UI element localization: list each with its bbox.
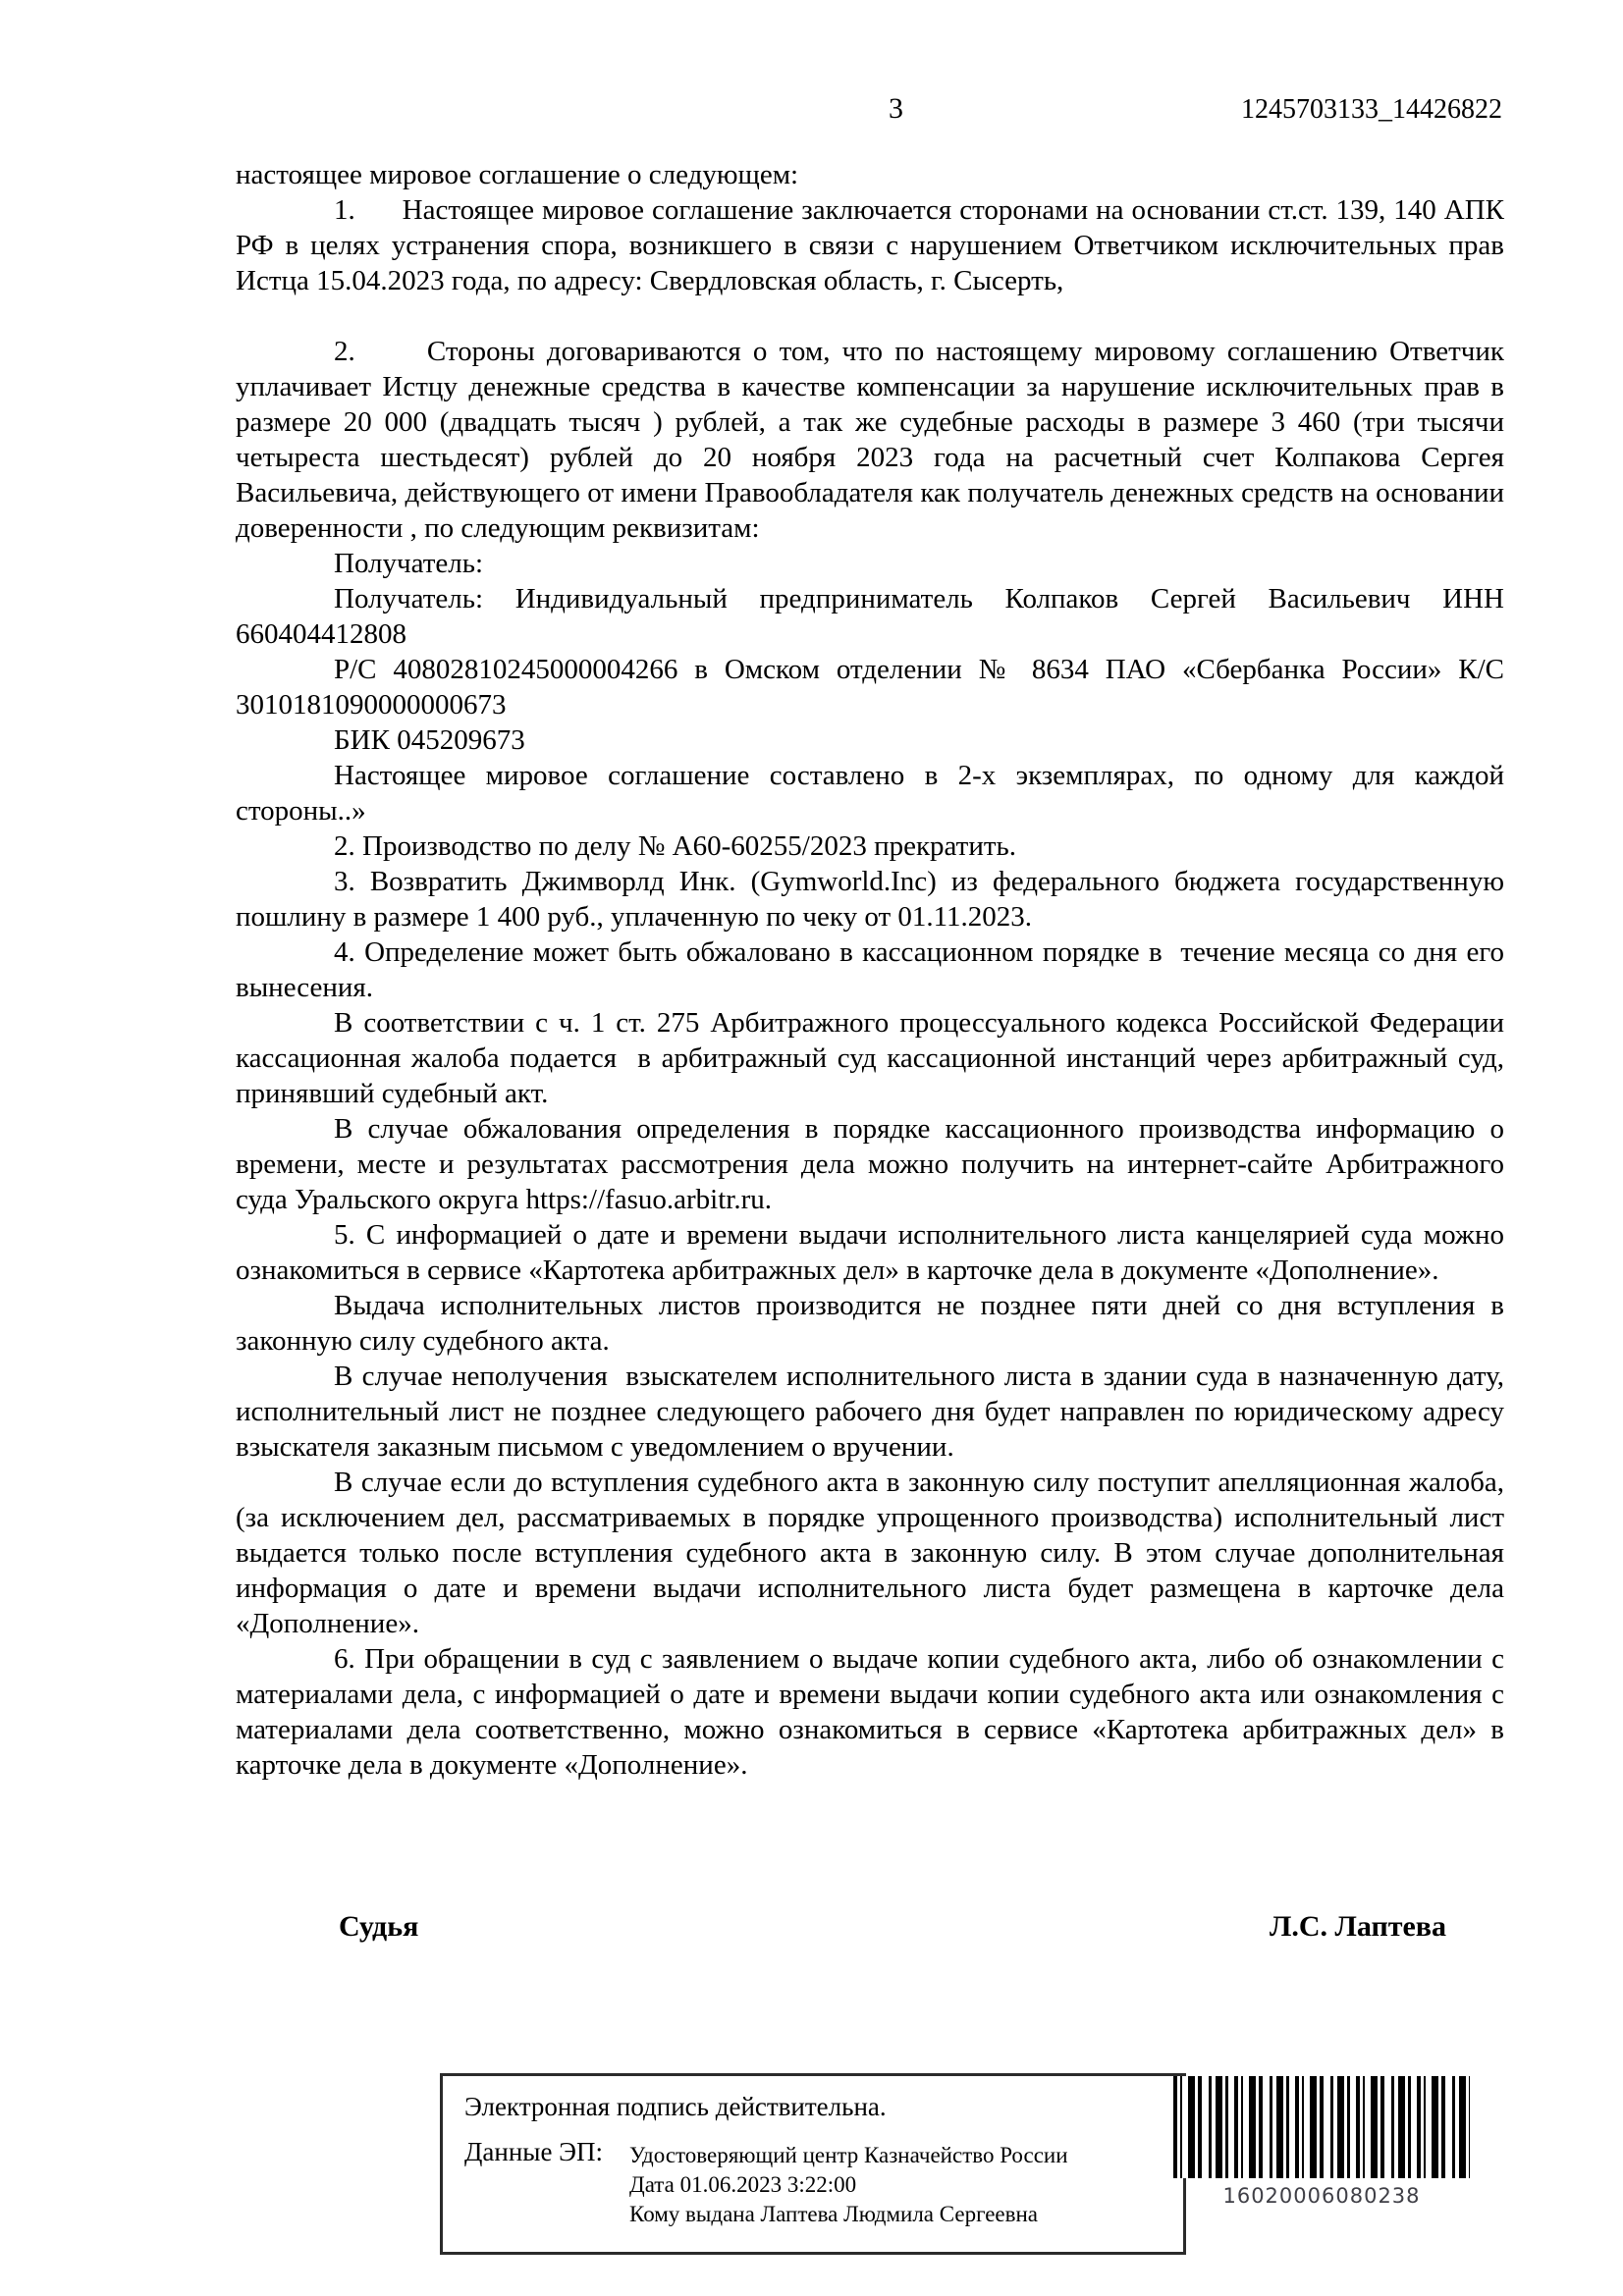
paragraph: Получатель: Индивидуальный предприниматель Колпаков Сергей Васильевич ИНН 660404412808	[236, 583, 1504, 650]
paragraph: Выдача исполнительных листов производится не позднее пяти дней со дня вступления в законную силу судебного акта.	[236, 1290, 1504, 1357]
document-id: 1245703133_14426822	[1241, 94, 1502, 125]
paragraph: БИК 045209673	[334, 724, 525, 756]
barcode-bars-image	[1173, 2076, 1470, 2178]
paragraph: Настоящее мировое соглашение составлено в 2-х экземплярах, по одному для каждой стороны..»	[236, 760, 1504, 827]
paragraph: Получатель:	[334, 548, 484, 579]
paragraph: 4. Определение может быть обжаловано в кассационном порядке в течение месяца со дня его вынесения.	[236, 936, 1504, 1003]
judge-label: Судья	[339, 1910, 419, 1943]
paragraph: В случае неполучения взыскателем исполнительного листа в здании суда в назначенную дату, исполнительный лист не позднее следующего рабочего дня будет направлен по юридическому адресу взыскателя заказным письмом с уведомлением о вручении.	[236, 1361, 1504, 1463]
paragraph: 5. С информацией о дате и времени выдачи исполнительного листа канцелярией суда можно ознакомиться в сервисе «Картотека арбитражных дел» в карточке дела в документе «Дополнение».	[236, 1219, 1504, 1286]
paragraph: В соответствии с ч. 1 ст. 275 Арбитражного процессуального кодекса Российской Федерации кассационная жалоба подается в арбитражный суд кассационной инстанций через арбитражный суд, принявший судебный акт.	[236, 1007, 1504, 1109]
electronic-signature-stamp	[440, 2073, 1186, 2255]
barcode	[1173, 2076, 1470, 2208]
paragraph: Р/С 40802810245000004266 в Омском отделении № 8634 ПАО «Сбербанка России» К/С 3010181090000000673	[236, 654, 1504, 721]
paragraph: 3. Возвратить Джимворлд Инк. (Gymworld.Inc) из федерального бюджета государственную пошлину в размере 1 400 руб., уплаченную по чеку от 01.11.2023.	[236, 866, 1504, 933]
page-number: 3	[889, 92, 903, 125]
paragraph: 2. Стороны договариваются о том, что по настоящему мировому соглашению Ответчик уплачивает Истцу денежные средства в качестве компенсации за нарушение исключительных прав в размере 20 000 (двадцать тысяч ) рублей, а так же судебные расходы в размере 3 460 (три тысячи четыреста шестьдесят) рублей до 20 ноября 2023 года на расчетный счет Колпакова Сергея Васильевича, действующего от имени Правообладателя как получатель денежных средств на основании доверенности , по следующим реквизитам:	[236, 336, 1504, 544]
signature-issued-to: Кому выдана Лаптева Людмила Сергеевна	[629, 2202, 1039, 2226]
paragraph: 6. При обращении в суд с заявлением о выдаче копии судебного акта, либо об ознакомлении с материалами дела, с информацией о дате и времени выдачи копии судебного акта или ознакомления с материалами дела соответственно, можно ознакомиться в сервисе «Картотека арбитражных дел» в карточке дела в документе «Дополнение».	[236, 1643, 1504, 1781]
signature-valid-text: Электронная подпись действительна.	[464, 2092, 887, 2121]
paragraph: В случае если до вступления судебного акта в законную силу поступит апелляционная жалоба, (за исключением дел, рассматриваемых в порядке упрощенного производства) исполнительный лист выдается только после вступления судебного акта в законную силу. В этом случае дополнительная информация о дате и времени выдачи исполнительного листа будет размещена в карточке дела «Дополнение».	[236, 1467, 1504, 1639]
signature-date: Дата 01.06.2023 3:22:00	[629, 2172, 857, 2197]
signature-data-values	[629, 2141, 1068, 2229]
paragraph: настоящее мировое соглашение о следующем:	[236, 159, 799, 190]
signature-data-label: Данные ЭП:	[464, 2137, 603, 2166]
paragraph: В случае обжалования определения в порядке кассационного производства информацию о времени, месте и результатах рассмотрения дела можно получить на интернет-сайте Арбитражного суда Уральского округа https://fasuo.arbitr.ru.	[236, 1113, 1504, 1215]
barcode-number: 16020006080238	[1222, 2184, 1421, 2208]
judge-name: Л.С. Лаптева	[1269, 1910, 1446, 1943]
paragraph: 1. Настоящее мировое соглашение заключается сторонами на основании ст.ст. 139, 140 АПК РФ в целях устранения спора, возникшего в связи с нарушением Ответчиком исключительных прав Истца 15.04.2023 года, по адресу: Свердловская область, г. Сысерть,	[236, 194, 1504, 296]
paragraph: 2. Производство по делу № А60-60255/2023 прекратить.	[334, 830, 1017, 862]
document-body	[236, 157, 1504, 1783]
certificate-authority: Удостоверяющий центр Казначейство России	[629, 2143, 1068, 2167]
